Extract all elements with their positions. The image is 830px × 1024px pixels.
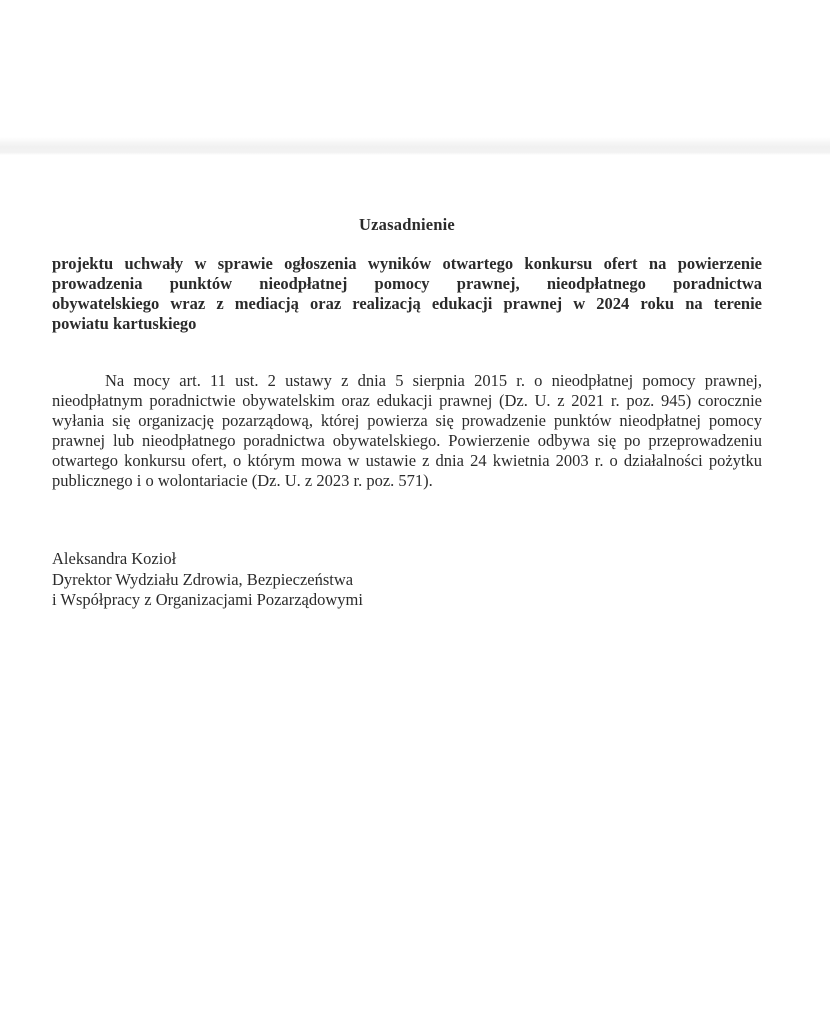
signature-block (52, 549, 762, 611)
subject-line: projektu uchwały w sprawie ogłoszenia wyników otwartego konkursu ofert na powierzenie (52, 254, 762, 273)
signature-title: i Współpracy z Organizacjami Pozarządowymi (52, 590, 363, 609)
body-line: prawnej lub nieodpłatnego poradnictwa obywatelskiego. Powierzenie odbywa się po przeprowadzeniu (52, 431, 762, 450)
body-line: publicznego i o wolontariacie (Dz. U. z 2023 r. poz. 571). (52, 471, 433, 490)
body-line: wyłania się organizację pozarządową, której powierza się prowadzenie punktów nieodpłatnej pomocy (52, 411, 762, 430)
page-separator-band (0, 137, 830, 155)
body-line: nieodpłatnym poradnictwie obywatelskim oraz edukacji prawnej (Dz. U. z 2021 r. poz. 945) corocznie (52, 391, 762, 410)
body-line: Na mocy art. 11 ust. 2 ustawy z dnia 5 sierpnia 2015 r. o nieodpłatnej pomocy prawnej, (105, 371, 762, 390)
subject-line: powiatu kartuskiego (52, 314, 197, 333)
subject-line: prowadzenia punktów nieodpłatnej pomocy prawnej, nieodpłatnego poradnictwa (52, 274, 762, 293)
signature-title: Dyrektor Wydziału Zdrowia, Bezpieczeństwa (52, 569, 354, 589)
subject-line: obywatelskiego wraz z mediacją oraz realizacją edukacji prawnej w 2024 roku na terenie (52, 294, 762, 313)
document-title: Uzasadnienie (359, 215, 455, 234)
signature-name: Aleksandra Kozioł (52, 549, 177, 568)
body-paragraph (52, 371, 762, 491)
body-line: otwartego konkursu ofert, o którym mowa w ustawie z dnia 24 kwietnia 2003 r. o działalności pożytku (52, 451, 762, 470)
subject-paragraph (52, 254, 762, 334)
